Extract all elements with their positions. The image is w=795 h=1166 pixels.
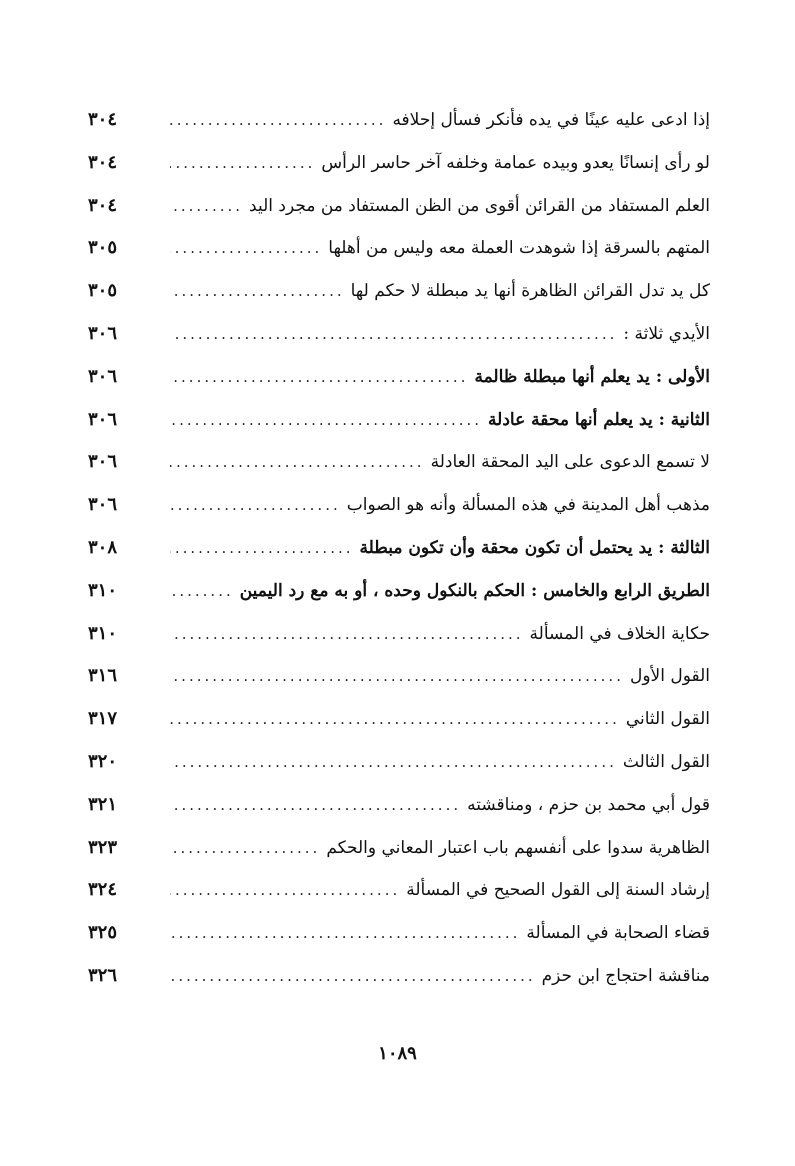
table-of-contents (88, 99, 710, 998)
toc-entry-title: حكاية الخلاف في المسألة (529, 623, 710, 644)
toc-entry (88, 484, 710, 527)
dot-leader (170, 484, 341, 527)
toc-entry (88, 270, 710, 313)
toc-entry-title: الأولى : يد يعلم أنها مبطلة ظالمة (474, 366, 710, 387)
dot-leader (170, 356, 468, 399)
toc-entry (88, 313, 710, 356)
dot-leader (170, 142, 315, 185)
toc-entry-page-number: ٣٠٤ (88, 151, 118, 173)
toc-entry-title: القول الثاني (625, 709, 710, 730)
toc-entry-title: القول الثالث (622, 751, 710, 772)
toc-entry-page-number: ٣٠٥ (88, 280, 118, 302)
dot-leader (170, 441, 425, 484)
toc-entry (88, 399, 710, 442)
toc-entry-title: مناقشة احتجاج ابن حزم (541, 965, 710, 986)
toc-entry-title: إذا ادعى عليه عينًا في يده فأنكر فسأل إحلافه (392, 110, 710, 130)
toc-entry (88, 827, 710, 870)
toc-entry-title: كل يد تدل القرائن الظاهرة أنها يد مبطلة لا حكم لها (350, 281, 710, 302)
toc-entry (88, 955, 710, 998)
toc-entry-page-number: ٣٠٨ (88, 536, 118, 558)
toc-entry (88, 741, 710, 784)
dot-leader (170, 227, 322, 270)
toc-entry-page-number: ٣٠٦ (88, 494, 118, 516)
toc-entry (88, 99, 710, 142)
toc-entry-title: العلم المستفاد من القرائن أقوى من الظن المستفاد من مجرد اليد (249, 195, 710, 216)
dot-leader (170, 827, 320, 870)
toc-entry (88, 784, 710, 827)
toc-entry-title: القول الأول (629, 666, 710, 687)
toc-entry-page-number: ٣١٠ (88, 622, 118, 644)
toc-entry-page-number: ٣٢٦ (88, 964, 118, 986)
toc-entry (88, 570, 710, 613)
toc-entry-title: الأيدي ثلاثة : (623, 323, 710, 344)
toc-entry-title: قول أبي محمد بن حزم ، ومناقشته (467, 794, 710, 815)
toc-entry-page-number: ٣١٦ (88, 665, 118, 687)
toc-entry-page-number: ٣٢٥ (88, 922, 118, 944)
toc-entry-title: المتهم بالسرقة إذا شوهدت العملة معه وليس من أهلها (328, 238, 710, 259)
toc-entry-page-number: ٣١٠ (88, 579, 118, 601)
toc-entry-page-number: ٣٢٣ (88, 836, 118, 858)
dot-leader (170, 185, 243, 228)
dot-leader (170, 655, 624, 698)
dot-leader (170, 741, 617, 784)
toc-entry-title: مذهب أهل المدينة في هذه المسألة وأنه هو الصواب (346, 495, 710, 516)
toc-entry-page-number: ٣٢٤ (88, 879, 118, 901)
dot-leader (170, 955, 536, 998)
toc-entry-page-number: ٣٢١ (88, 793, 118, 815)
toc-entry-page-number: ٣٢٠ (88, 750, 118, 772)
toc-entry-title: إرشاد السنة إلى القول الصحيح في المسألة (406, 880, 710, 901)
dot-leader (170, 613, 524, 656)
toc-entry-page-number: ٣٠٦ (88, 451, 118, 473)
toc-entry (88, 698, 710, 741)
toc-entry-title: الطريق الرابع والخامس : الحكم بالنكول وحده ، أو به مع رد اليمين (239, 580, 710, 601)
toc-entry-page-number: ٣٠٦ (88, 408, 118, 430)
dot-leader (170, 869, 400, 912)
dot-leader (170, 527, 354, 570)
toc-entry-page-number: ٣٠٥ (88, 237, 118, 259)
toc-entry (88, 869, 710, 912)
toc-entry-title: الثالثة : يد يحتمل أن تكون محقة وأن تكون مبطلة (359, 537, 710, 558)
dot-leader (170, 399, 482, 442)
toc-entry-page-number: ٣٠٦ (88, 322, 118, 344)
toc-entry (88, 142, 710, 185)
dot-leader (170, 99, 386, 142)
toc-entry (88, 527, 710, 570)
dot-leader (170, 270, 345, 313)
dot-leader (170, 570, 234, 613)
toc-entry (88, 912, 710, 955)
toc-entry-title: لا تسمع الدعوى على اليد المحقة العادلة (430, 452, 710, 473)
toc-entry (88, 227, 710, 270)
toc-entry-page-number: ٣٠٤ (88, 194, 118, 216)
toc-entry (88, 613, 710, 656)
toc-entry-title: الثانية : يد يعلم أنها محقة عادلة (488, 409, 710, 430)
toc-entry (88, 655, 710, 698)
toc-entry-page-number: ٣٠٤ (88, 109, 118, 130)
toc-entry-title: قضاء الصحابة في المسألة (526, 923, 710, 944)
toc-entry-title: لو رأى إنسانًا يعدو وبيده عمامة وخلفه آخر حاسر الرأس (321, 152, 710, 173)
dot-leader (170, 698, 620, 741)
toc-entry (88, 441, 710, 484)
toc-entry-page-number: ٣٠٦ (88, 365, 118, 387)
toc-entry-page-number: ٣١٧ (88, 708, 118, 730)
dot-leader (170, 784, 461, 827)
dot-leader (170, 313, 617, 356)
dot-leader (170, 912, 520, 955)
page-number: ١٠٨٩ (378, 1043, 417, 1064)
toc-entry (88, 185, 710, 228)
toc-entry (88, 356, 710, 399)
toc-entry-title: الظاهرية سدوا على أنفسهم باب اعتبار المعاني والحكم (326, 837, 710, 858)
